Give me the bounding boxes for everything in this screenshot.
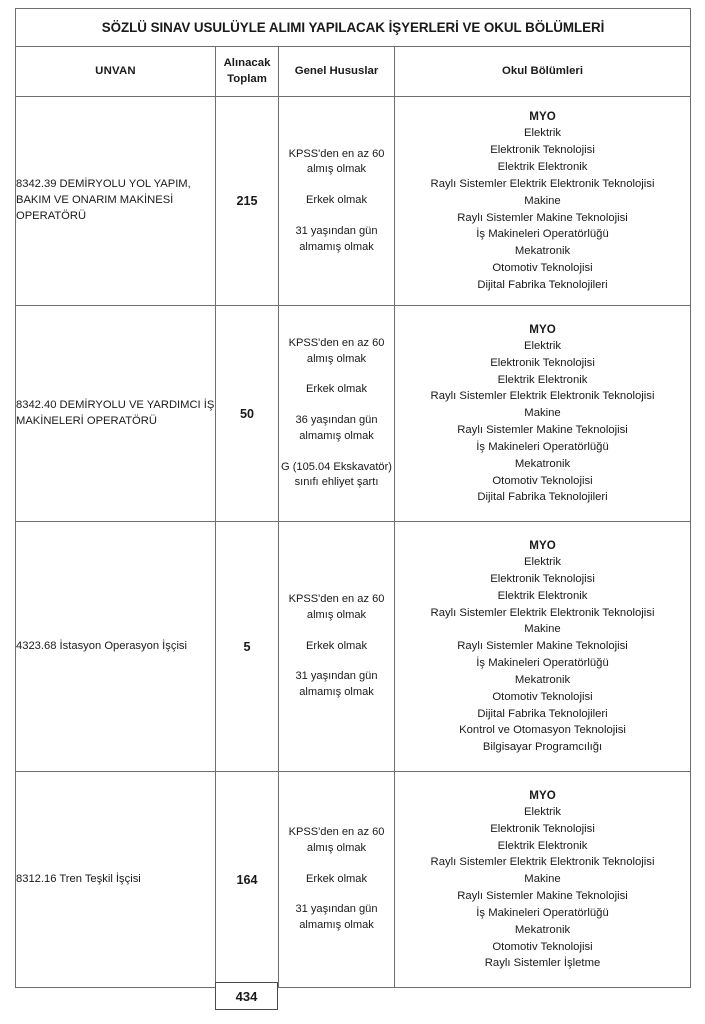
husus-line: G (105.04 Ekskavatör) sınıfı ehliyet şartı <box>281 460 392 489</box>
bolum-item: Makine <box>524 407 561 420</box>
bolum-item: Mekatronik <box>514 673 571 686</box>
bolum-item: Elektrik <box>523 805 562 818</box>
bolum-item: Elektrik Elektronik <box>497 589 588 602</box>
bolum-item: Mekatronik <box>514 923 571 936</box>
husus-line: KPSS'den en az 60 almış olmak <box>288 593 385 621</box>
table-row <box>16 97 691 306</box>
husus-line: Erkek olmak <box>305 383 368 396</box>
bolum-item: Bilgisayar Programcılığı <box>482 741 603 754</box>
bolum-item: Otomotiv Teknolojisi <box>492 940 593 953</box>
bolum-heading: MYO <box>529 538 556 552</box>
bolum-item: Kontrol ve Otomasyon Teknolojisi <box>459 724 626 737</box>
bolum-item: Elektronik Teknolojisi <box>490 356 595 369</box>
bolum-heading: MYO <box>529 110 556 124</box>
bolum-item: Raylı Sistemler Makine Teknolojisi <box>457 211 628 224</box>
bolum-item: Raylı Sistemler Makine Teknolojisi <box>457 890 628 903</box>
husus-line: 31 yaşından gün almamış olmak <box>295 224 378 253</box>
husus-line: KPSS'den en az 60 almış olmak <box>288 147 385 176</box>
bolum-item: Makine <box>524 194 561 207</box>
cell-unvan: 8342.39 DEMİRYOLU YOL YAPIM, BAKIM VE ONARIM MAKİNESİ OPERATÖRÜ <box>16 97 216 306</box>
bolum-item: Elektronik Teknolojisi <box>490 144 595 157</box>
job-postings-table <box>15 8 691 988</box>
bolum-item: Raylı Sistemler Elektrik Elektronik Teknolojisi <box>430 177 655 190</box>
bolum-item: Otomotiv Teknolojisi <box>492 474 593 487</box>
cell-count: 215 <box>216 97 279 306</box>
document-title: SÖZLÜ SINAV USULÜYLE ALIMI YAPILACAK İŞYERLERİ VE OKUL BÖLÜMLERİ <box>16 9 691 47</box>
bolum-heading: MYO <box>529 322 556 336</box>
bolum-item: İş Makineleri Operatörlüğü <box>476 657 609 670</box>
cell-genel-hususlar <box>279 97 395 306</box>
bolum-item: İş Makineleri Operatörlüğü <box>476 228 609 241</box>
cell-genel-hususlar <box>279 306 395 522</box>
husus-line: 36 yaşından gün almamış olmak <box>295 414 378 442</box>
bolum-item: Elektronik Teknolojisi <box>490 822 595 835</box>
cell-unvan: 4323.68 İstasyon Operasyon İşçisi <box>16 522 216 772</box>
cell-okul-bolumleri <box>395 772 691 988</box>
husus-line: Erkek olmak <box>305 194 368 207</box>
bolum-item: İş Makineleri Operatörlüğü <box>476 906 609 919</box>
bolum-item: Elektrik <box>523 127 562 140</box>
bolum-item: Mekatronik <box>514 457 571 470</box>
table-row <box>16 772 691 988</box>
bolum-item: Raylı Sistemler İşletme <box>484 957 601 970</box>
bolum-item: Elektrik Elektronik <box>497 161 588 174</box>
column-header-alinacak-toplam <box>216 47 279 97</box>
bolum-item: Elektrik <box>523 556 562 569</box>
bolum-item: Raylı Sistemler Elektrik Elektronik Teknolojisi <box>430 606 655 619</box>
column-header-genel-hususlar: Genel Hususlar <box>279 47 395 97</box>
bolum-item: Makine <box>524 873 561 886</box>
husus-line: Erkek olmak <box>305 639 368 652</box>
cell-count: 164 <box>216 772 279 988</box>
column-header-alinacak-line1: Alınacak <box>223 57 271 70</box>
husus-line: Erkek olmak <box>305 872 368 885</box>
bolum-item: Raylı Sistemler Elektrik Elektronik Teknolojisi <box>430 856 655 869</box>
column-header-unvan: UNVAN <box>16 47 216 97</box>
bolum-item: Raylı Sistemler Makine Teknolojisi <box>457 424 628 437</box>
cell-okul-bolumleri <box>395 97 691 306</box>
bolum-item: Elektrik Elektronik <box>497 373 588 386</box>
bolum-item: Elektrik Elektronik <box>497 839 588 852</box>
bolum-item: Dijital Fabrika Teknolojileri <box>477 278 608 291</box>
bolum-item: İş Makineleri Operatörlüğü <box>476 440 609 453</box>
bolum-item: Mekatronik <box>514 245 571 258</box>
husus-line: 31 yaşından gün almamış olmak <box>295 670 378 699</box>
column-header-alinacak-line2: Toplam <box>227 72 267 85</box>
cell-genel-hususlar <box>279 522 395 772</box>
column-header-okul-bolumleri: Okul Bölümleri <box>395 47 691 97</box>
cell-okul-bolumleri <box>395 522 691 772</box>
table-title-row <box>16 9 691 47</box>
husus-line: KPSS'den en az 60 almış olmak <box>288 336 385 365</box>
bolum-item: Dijital Fabrika Teknolojileri <box>477 707 608 720</box>
bolum-item: Otomotiv Teknolojisi <box>492 690 593 703</box>
bolum-item: Otomotiv Teknolojisi <box>492 262 593 275</box>
husus-line: 31 yaşından gün almamış olmak <box>295 903 378 932</box>
bolum-item: Elektrik <box>523 339 562 352</box>
cell-unvan: 8312.16 Tren Teşkil İşçisi <box>16 772 216 988</box>
cell-unvan: 8342.40 DEMİRYOLU VE YARDIMCI İŞ MAKİNELERİ OPERATÖRÜ <box>16 306 216 522</box>
bolum-item: Dijital Fabrika Teknolojileri <box>477 491 608 504</box>
grand-total-value: 434 <box>215 982 278 1010</box>
bolum-heading: MYO <box>529 788 556 802</box>
husus-line: KPSS'den en az 60 almış olmak <box>288 826 385 854</box>
bolum-item: Makine <box>524 623 561 636</box>
bolum-item: Raylı Sistemler Makine Teknolojisi <box>457 640 628 653</box>
cell-genel-hususlar <box>279 772 395 988</box>
cell-count: 50 <box>216 306 279 522</box>
table-row <box>16 522 691 772</box>
bolum-item: Raylı Sistemler Elektrik Elektronik Teknolojisi <box>430 390 655 403</box>
table-header-row <box>16 47 691 97</box>
bolum-item: Elektronik Teknolojisi <box>490 572 595 585</box>
table-row <box>16 306 691 522</box>
cell-count: 5 <box>216 522 279 772</box>
cell-okul-bolumleri <box>395 306 691 522</box>
